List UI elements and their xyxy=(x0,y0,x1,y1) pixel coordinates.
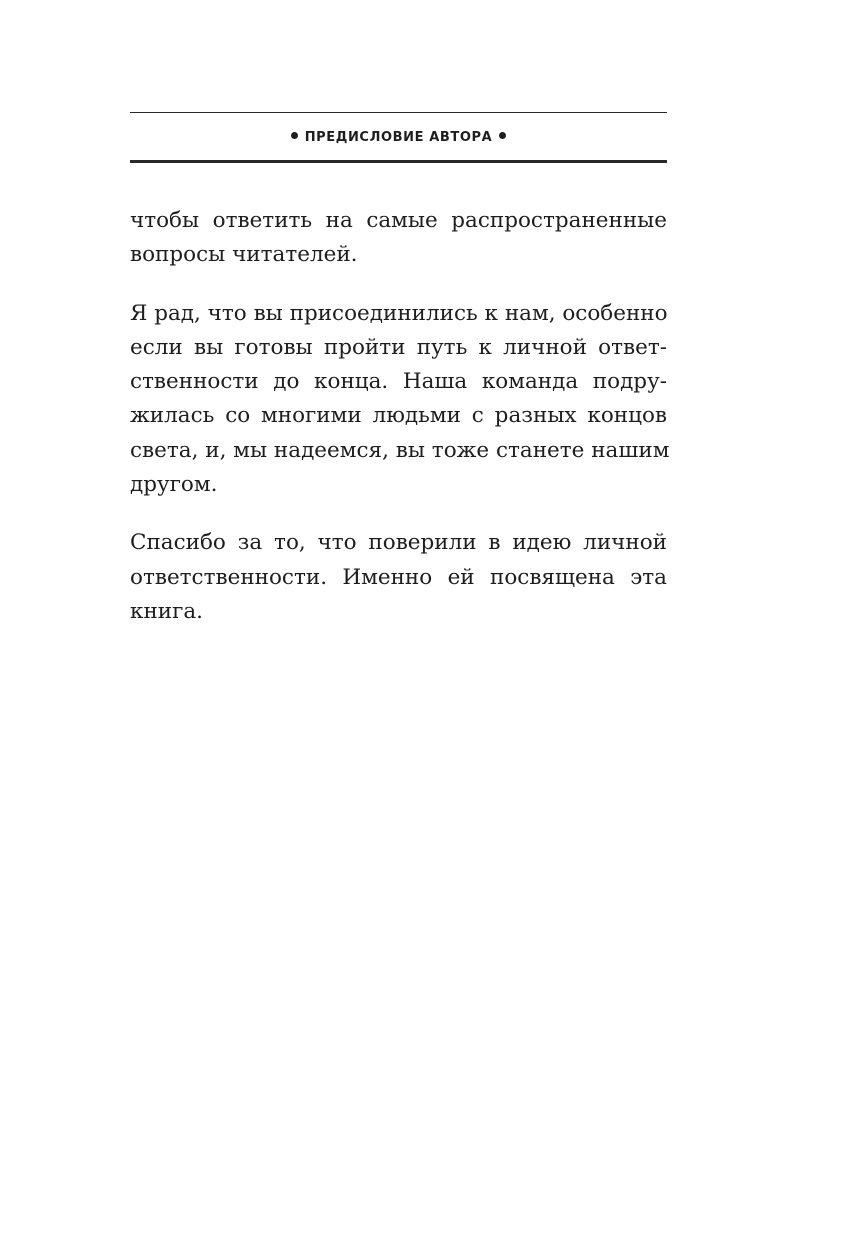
bullet-right xyxy=(499,132,506,139)
running-head xyxy=(130,129,667,147)
page-header xyxy=(130,112,667,164)
header-top-rule xyxy=(130,112,667,113)
text-line: другом. xyxy=(130,472,218,498)
paragraph-3 xyxy=(130,526,667,629)
text-line: ответственности. Именно ей посвящена эта xyxy=(130,564,667,590)
text-line: книга. xyxy=(130,598,204,624)
text-line: вопросы читателей. xyxy=(130,242,358,268)
bullet-left xyxy=(291,132,298,139)
text-line: ственности до конца. Наша команда подру- xyxy=(130,369,667,395)
text-line: Я рад, что вы присоединились к нам, особенно xyxy=(130,300,668,326)
text-line: жилась со многими людьми с разных концов xyxy=(130,403,667,429)
body-text xyxy=(130,204,670,653)
running-head-title: ПРЕДИСЛОВИЕ АВТОРА xyxy=(304,130,493,145)
text-line: чтобы ответить на самые распространенные xyxy=(130,208,667,233)
text-line: Спасибо за то, что поверили в идею личной xyxy=(130,530,667,556)
header-bottom-rule xyxy=(130,160,667,163)
paragraph-2 xyxy=(130,297,670,503)
text-line: света, и, мы надеемся, вы тоже станете нашим xyxy=(130,437,670,463)
text-line: если вы готовы пройти путь к личной ответ- xyxy=(130,334,667,360)
paragraph-1 xyxy=(130,204,667,273)
